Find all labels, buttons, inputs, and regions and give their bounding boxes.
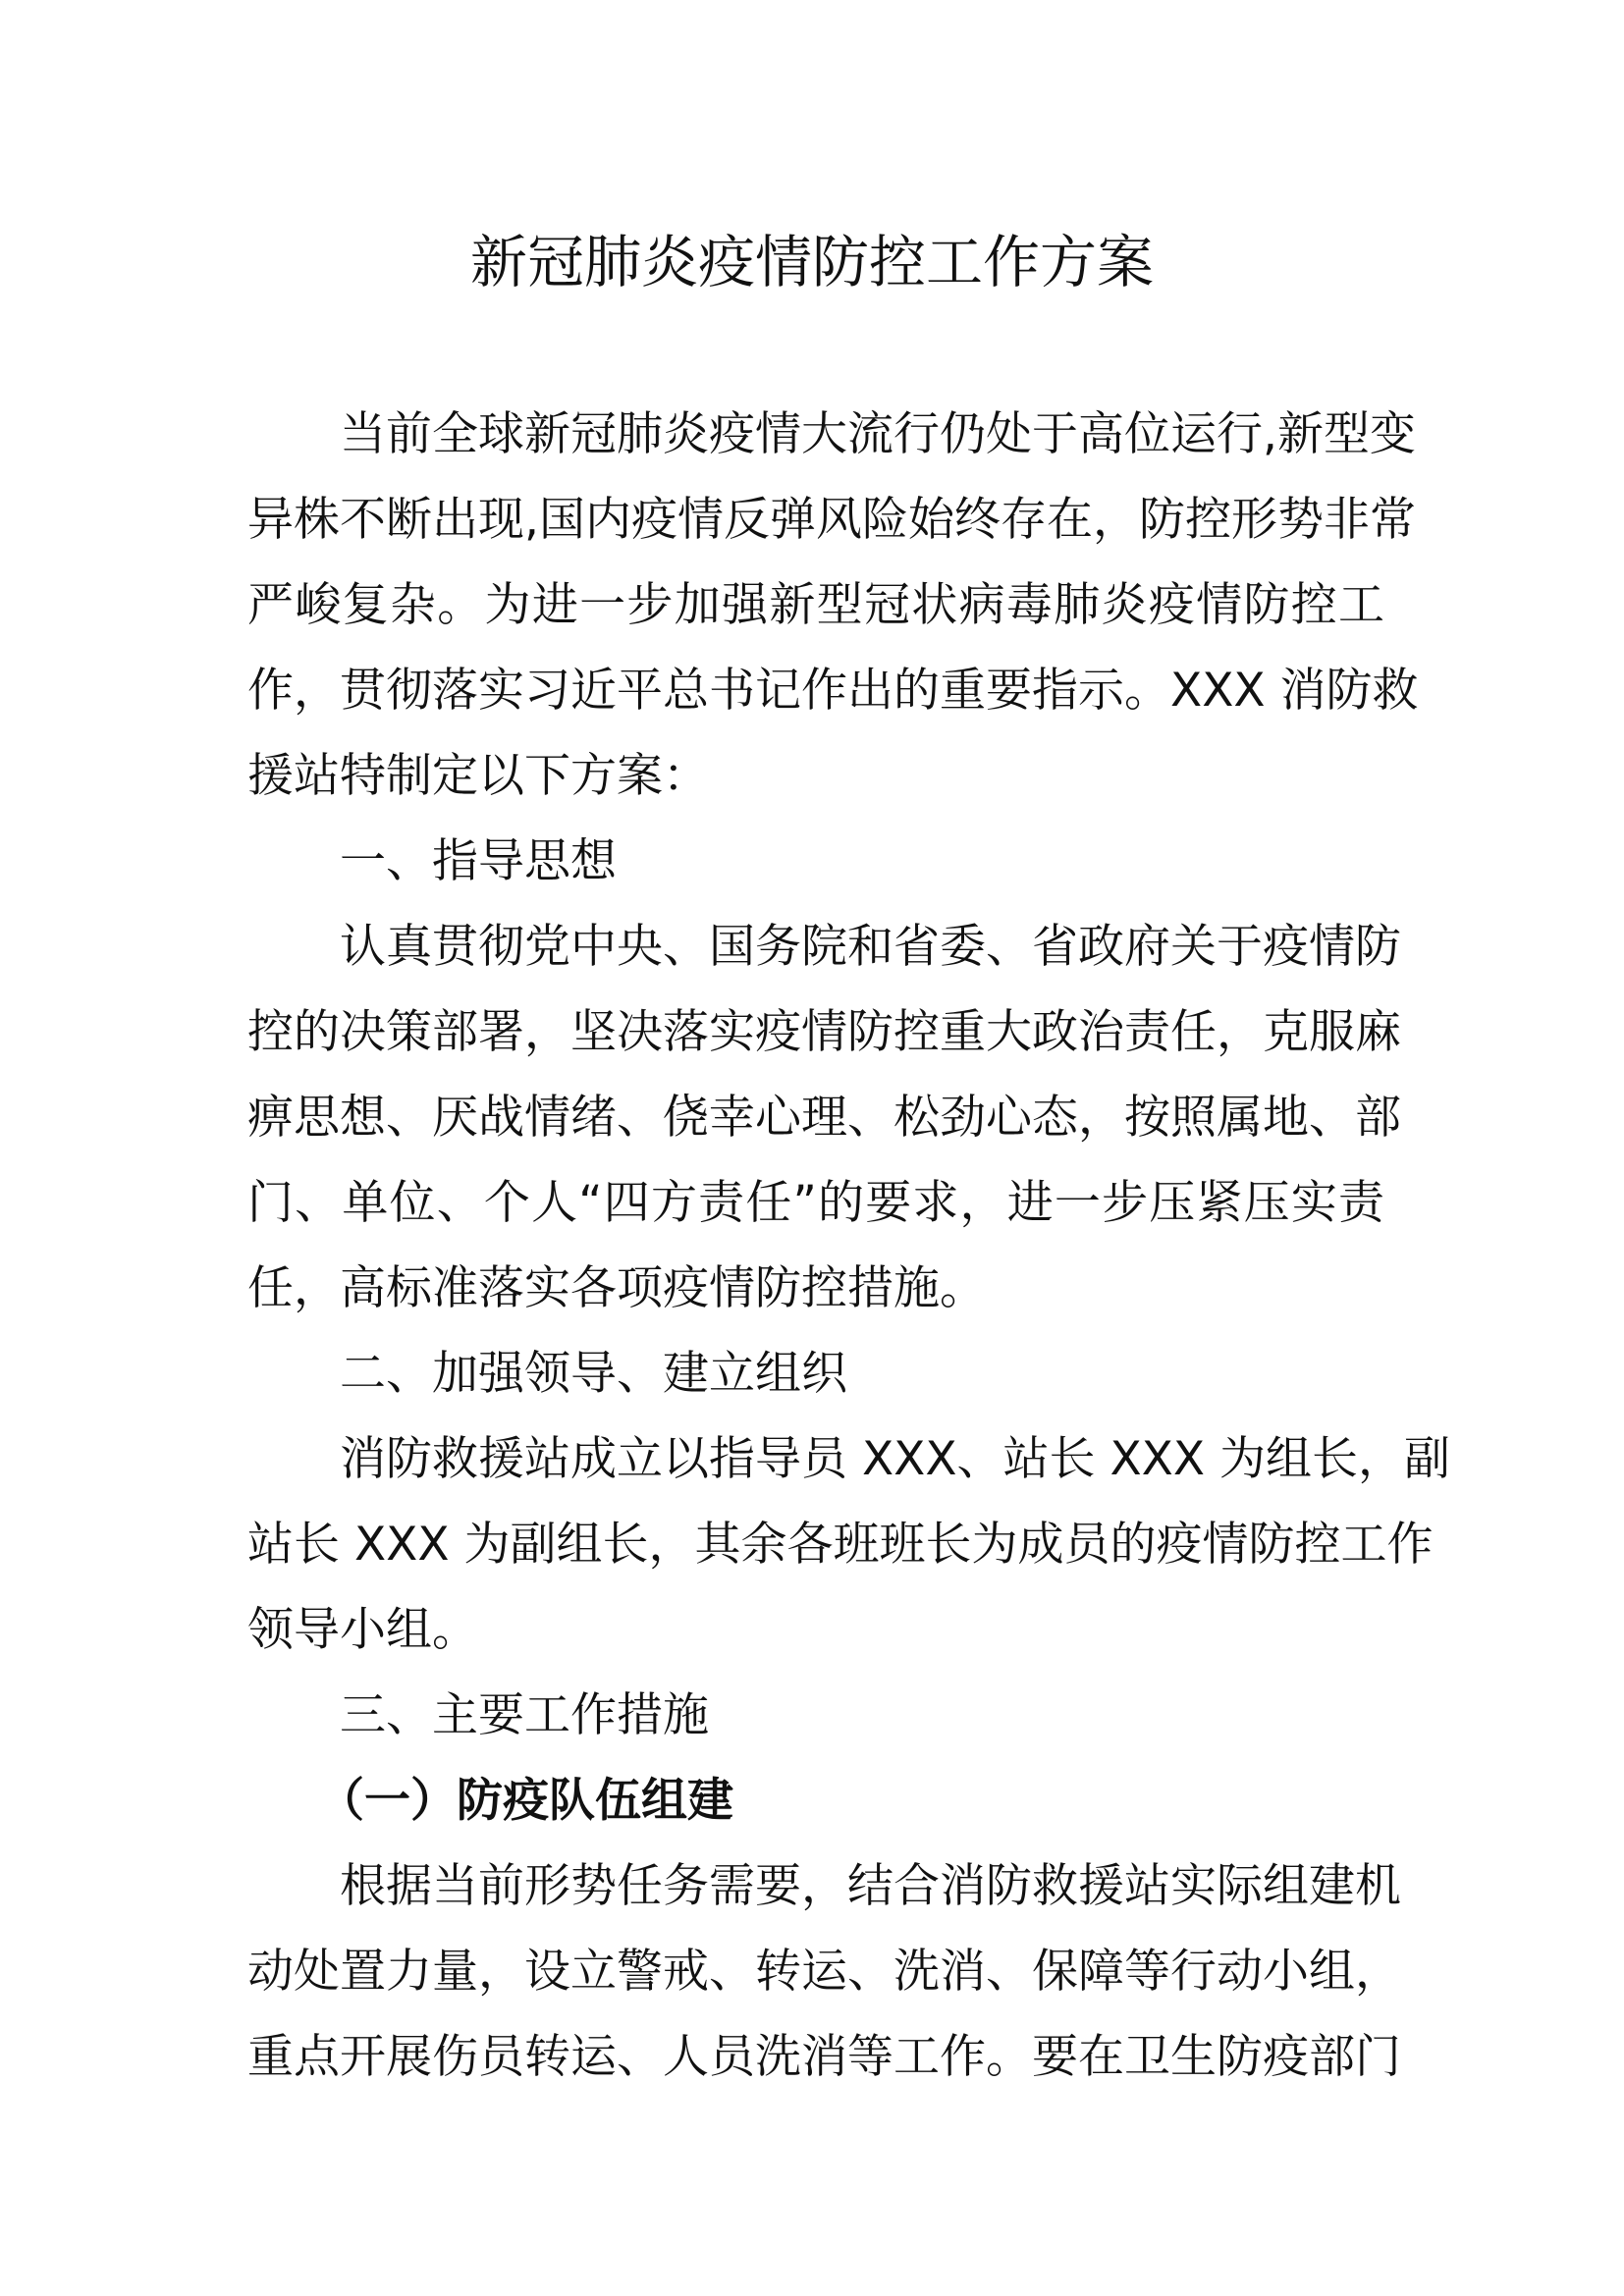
text-line: 重点开展伤员转运、人员洗消等工作。要在卫生防疫部门 [247, 2030, 1401, 2084]
text-line: 异株不断出现,国内疫情反弹风险始终存在，防控形势非常 [247, 493, 1416, 547]
text-line: 控的决策部署，坚决落实疫情防控重大政治责任，克服麻 [247, 1005, 1401, 1059]
text-line: 任，高标准落实各项疫情防控措施。 [247, 1261, 986, 1315]
text-line: 痹思想、厌战情绪、侥幸心理、松劲心态，按照属地、部 [247, 1091, 1401, 1145]
document-title: 新冠肺炎疫情防控工作方案 [469, 229, 1154, 295]
document-body [247, 392, 1451, 2100]
text-line: 一、指导思想 [340, 834, 617, 888]
text-line: 援站特制定以下方案： [247, 749, 709, 803]
text-line: 作，贯彻落实习近平总书记作出的重要指示。XXX 消防救 [247, 664, 1419, 718]
text-line: 站长 XXX 为副组长，其余各班班长为成员的疫情防控工作 [247, 1518, 1434, 1572]
text-line: 根据当前形势任务需要，结合消防救援站实际组建机 [340, 1859, 1401, 1913]
text-line: 当前全球新冠肺炎疫情大流行仍处于高位运行,新型变 [340, 407, 1416, 461]
text-line: 消防救援站成立以指导员 XXX、站长 XXX 为组长，副 [340, 1432, 1451, 1486]
text-line: 领导小组。 [247, 1603, 478, 1657]
text-line: 三、主要工作措施 [340, 1688, 709, 1742]
text-line: 认真贯彻党中央、国务院和省委、省政府关于疫情防 [340, 920, 1401, 974]
text-line: 门、单位、个人“四方责任”的要求，进一步压紧压实责 [247, 1176, 1384, 1230]
text-line: 严峻复杂。为进一步加强新型冠状病毒肺炎疫情防控工 [247, 578, 1384, 632]
text-line: 动处置力量，设立警戒、转运、洗消、保障等行动小组， [247, 1945, 1401, 1999]
section-subheading: （一）防疫队伍组建 [318, 1774, 733, 1828]
text-line: 二、加强领导、建立组织 [340, 1347, 847, 1401]
